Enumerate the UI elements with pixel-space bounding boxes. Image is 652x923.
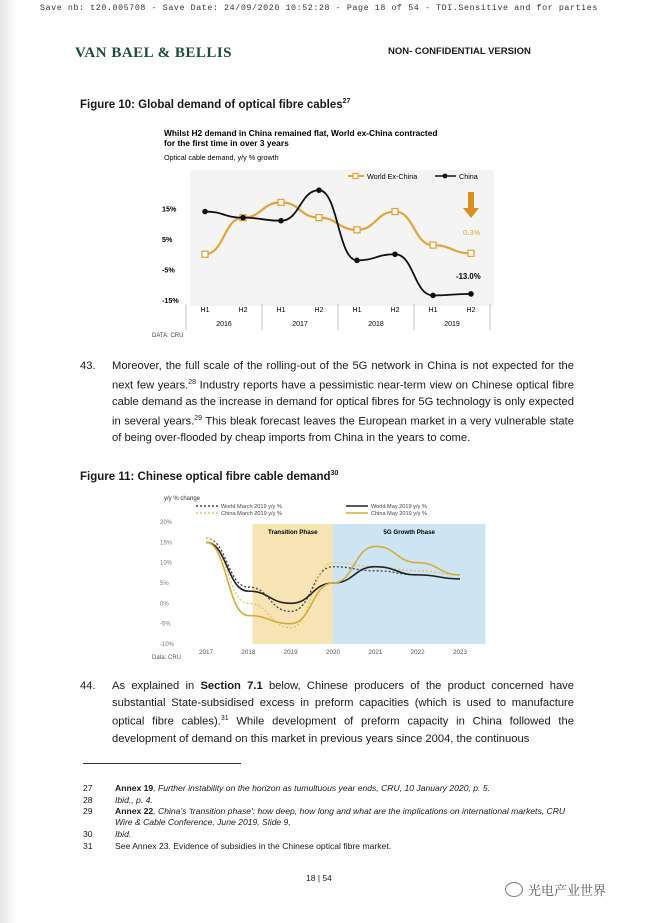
china-point [316, 187, 322, 193]
figure10-xtick: H2 [314, 307, 324, 314]
figure11-ytick: 10% [160, 560, 173, 567]
figure11-xtick: 2020 [325, 649, 341, 656]
figure11-ytick: 20% [160, 520, 173, 526]
legend-china-marker [443, 174, 448, 179]
figure10-source-text: DATA: CRU [152, 333, 184, 339]
figure11-ylabel: y/y % change [164, 496, 201, 502]
figure10-title: Figure 10: Global demand of optical fibre cables$^{27}$ [80, 98, 351, 111]
confidentiality-label: NON- CONFIDENTIAL VERSION [388, 46, 531, 57]
figure10-ytick: -15% [162, 296, 179, 305]
figure10-xtick: H2 [466, 307, 476, 314]
china-point [354, 258, 360, 264]
figure11-xtick: 2019 [283, 649, 298, 656]
legend-china-label: China [459, 172, 478, 181]
figure10-xtick: H1 [352, 307, 362, 314]
china-point [240, 215, 246, 221]
wechat-icon [505, 882, 523, 897]
figure10-xtick: H1 [428, 307, 438, 314]
figure11-source-text: Data: CRU [152, 655, 182, 661]
figure10-xtick: H2 [238, 307, 248, 314]
legend-label: China May 2019 y/y % [371, 511, 427, 517]
figure10-xtick: H1 [276, 307, 286, 314]
figure10-chart [150, 122, 498, 334]
figure11-xtick: 2022 [410, 649, 425, 656]
china-point [468, 291, 474, 297]
figure10-chart-title-line1: Whilst H2 demand in China remained flat, World ex-China contracted [164, 128, 438, 138]
figure11-xtick: 2018 [241, 649, 256, 656]
watermark-text: 光电产业世界 [528, 883, 607, 898]
watermark [505, 880, 606, 899]
phase-label: Transition Phase [268, 529, 318, 536]
world-ex-china-point [468, 250, 474, 256]
china-point [202, 209, 208, 215]
paragraph-44: 44. As explained in Section 7.1 below, Chinese producers of the product concerned have substantial State-subsidised excess in preform capacities (which is used to manufacture optical fibre cables).$^{31}$ While development of preform capacity in China followed the development of demand on this market in previous years since 2004, the continuous [80, 680, 574, 745]
figure10-xtick: H2 [390, 307, 400, 314]
figure11-chart [150, 492, 495, 664]
legend-world-label: World Ex-China [367, 172, 418, 181]
legend-world-marker [353, 174, 358, 179]
legend-label: World May 2019 y/y % [371, 504, 427, 510]
figure11-ytick: 0% [160, 601, 169, 608]
growth-phase-band [333, 524, 485, 644]
figure11-ytick: 5% [160, 581, 169, 587]
document-stamp: Save nb: t20.005708 - Save Date: 24/09/2020 10:52:28 - Page 18 of 54 - TDI.Sensitive and for parties [40, 4, 598, 13]
page-number: 18 | 54 [306, 873, 332, 883]
figure10-year-label: 2018 [368, 321, 384, 328]
legend-label: China March 2019 y/y % [221, 511, 282, 517]
world-ex-china-point [430, 242, 436, 248]
figure11-xtick: 2023 [452, 649, 468, 656]
figure10-ylabel: Optical cable demand, y/y % growth [164, 153, 279, 162]
world-ex-china-point [202, 251, 208, 257]
figure11-ytick: 15% [160, 540, 173, 547]
china-point [392, 251, 398, 257]
footnote-separator [83, 763, 241, 764]
china-point [278, 218, 284, 224]
figure10-chart-title-line2: for the first time in over 3 years [164, 138, 289, 148]
figure10-ytick: 15% [162, 204, 177, 214]
world-ex-china-point [354, 227, 360, 233]
firm-name: VAN BAEL & BELLIS [75, 45, 233, 61]
figure10-year-label: 2016 [216, 321, 232, 328]
paragraph-43: 43. Moreover, the full scale of the rolling-out of the 5G network in China is not expected for the next few years.$^{28}$ Industry reports have a pessimistic near-term view on Chinese optical fibre cable demand as the increase in demand for optical fibres for 5G technology is only expected in several years.$^{29}$ This bleak forecast leaves the European market in a very vulnerable state of being over-flooded by cheap imports from China in the years to come. [80, 360, 574, 444]
world-ex-china-point [392, 209, 398, 215]
figure11-xtick: 2021 [368, 649, 383, 656]
figure11-ytick: -10% [160, 642, 175, 648]
page-edge-shadow [0, 0, 16, 923]
figure10-xtick: H1 [200, 307, 210, 314]
figure11-xtick: 2017 [198, 649, 214, 656]
figure10-ytick: 5% [162, 235, 173, 244]
legend-label: World March 2019 y/y % [221, 504, 282, 510]
figure10-ytick: -5% [162, 265, 175, 275]
paragraph-number: 43. [80, 360, 96, 372]
figure11-ytick: -5% [160, 621, 171, 628]
world-ex-china-point [278, 199, 284, 205]
figure11-title: Figure 11: Chinese optical fibre cable demand$^{30}$ [80, 470, 339, 483]
paragraph-number: 44. [80, 680, 96, 692]
transition-phase-band [253, 524, 333, 644]
figure10-year-label: 2017 [292, 321, 308, 328]
phase-label: 5G Growth Phase [383, 529, 435, 536]
china-last-value-label: -13.0% [456, 272, 481, 281]
china-point [430, 293, 436, 299]
world-ex-china-point [316, 215, 322, 221]
world-last-value-label: 0.3% [463, 228, 481, 237]
figure10-year-label: 2019 [444, 321, 460, 328]
